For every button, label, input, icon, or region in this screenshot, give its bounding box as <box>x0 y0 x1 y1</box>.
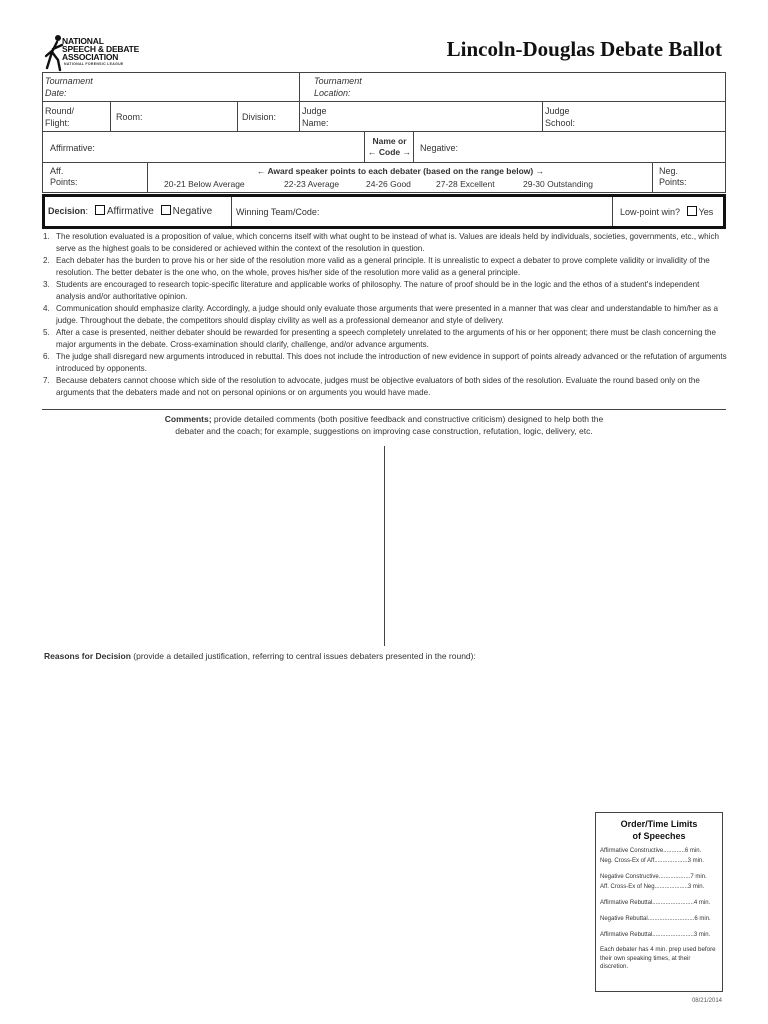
comments-text-2: debater and the coach; for example, suggestions on improving case construction, refutation, logic, delivery, etc. <box>175 426 593 436</box>
range-good: 24-26 Good <box>366 179 411 189</box>
round-flight-field[interactable] <box>43 102 111 131</box>
division-label: Division: <box>242 112 277 122</box>
negative-checkbox[interactable] <box>161 205 171 215</box>
rule-item: 6. The judge shall disregard new arguments introduced in rebuttal. This does not include the introduction of new evidence in support of points already advanced or the refutation of arguments introduced by opponents. <box>43 352 727 373</box>
affirmative-field[interactable] <box>43 132 365 162</box>
negative-option: Negative <box>172 206 213 217</box>
low-point-label: Low-point win? <box>620 207 681 217</box>
speech-time-item: Negative Rebuttal............................6 min. <box>600 916 711 922</box>
code-text: ← Code → <box>368 147 411 157</box>
tournament-location-field[interactable] <box>299 73 725 101</box>
points-range-guide <box>147 163 653 192</box>
negative-field[interactable] <box>413 132 725 162</box>
range-outstanding: 29-30 Outstanding <box>523 179 593 189</box>
prep-time-note: Each debater has 4 min. prep used before their own speaking times, at their discretion. <box>600 946 716 970</box>
section-divider <box>42 409 726 410</box>
round-label: Round/ <box>45 106 75 116</box>
name-or-code-label <box>364 132 414 162</box>
speech-time-item: Affirmative Constructive.............6 min. <box>600 848 702 854</box>
range-average: 22-23 Average <box>284 179 340 189</box>
division-field[interactable] <box>237 102 300 131</box>
rule-item: 1. The resolution evaluated is a proposition of value, which concerns itself with what ought to be instead of what is. Values are ideals held by individuals, societies, governments, etc., which serve as the highest goals to be considered or achieved within the context of the resolution in question. <box>43 232 720 253</box>
negative-label: Negative: <box>420 143 459 153</box>
round-row <box>42 101 726 132</box>
rule-item: 3. Students are encouraged to research topic-specific literature and applicable works of philosophy. The nature of proof should be in the logic and the ethos of a student's independent analysis and/or authoritative opinion. <box>43 280 700 301</box>
decision-field: Decision: Affirmative Negative <box>48 206 213 217</box>
judge-school-label2: School: <box>545 118 576 128</box>
time-limits-title1: Order/Time Limits <box>620 819 698 829</box>
comments-column-divider <box>384 446 385 646</box>
tournament-location-label: Tournament <box>314 76 362 86</box>
judge-school-label1: Judge <box>545 106 570 116</box>
tournament-date-label2: Date: <box>45 88 67 98</box>
range-excellent: 27-28 Excellent <box>436 179 495 189</box>
tournament-date-field[interactable] <box>43 73 300 101</box>
aff-label: Aff. <box>50 166 64 176</box>
rule-item: 7. Because debaters cannot choose which side of the resolution to advocate, judges must be objective evaluators of both sides of the resolution. Evaluate the round based only on the arguments that the debaters made and not on personal opinions or on arguments you would have made. <box>43 376 700 397</box>
comments-label: Comments; <box>164 414 212 424</box>
neg-points-field[interactable] <box>652 163 725 192</box>
range-below-average: 20-21 Below Average <box>164 179 245 189</box>
name-or-text: Name or <box>372 136 407 146</box>
nsda-logo <box>44 34 164 74</box>
low-point-checkbox[interactable] <box>687 206 697 216</box>
affirmative-checkbox[interactable] <box>95 205 105 215</box>
logo-line4: NATIONAL FORENSIC LEAGUE <box>64 62 124 66</box>
speech-time-item: Negative Constructive...................7 min. <box>600 874 707 880</box>
logo-line1: NATIONAL <box>62 36 104 46</box>
aff-points-field[interactable] <box>43 163 148 192</box>
speech-time-list <box>596 842 722 940</box>
room-label: Room: <box>116 112 143 122</box>
room-field[interactable] <box>110 102 238 131</box>
speech-time-item: Aff. Cross-Ex of Neg....................3 min. <box>600 884 705 890</box>
comments-text-1: provide detailed comments (both positive feedback and constructive criticism) designed to help both the <box>211 414 604 424</box>
speech-time-item: Affirmative Rebuttal.........................4 min. <box>600 900 711 906</box>
logo-line3: ASSOCIATION <box>62 52 119 62</box>
tournament-row <box>42 72 726 102</box>
page-title: Lincoln-Douglas Debate Ballot <box>446 37 722 61</box>
time-limits-title2: of Speeches <box>632 831 686 841</box>
tournament-date-label: Tournament <box>45 76 93 86</box>
judge-school-field[interactable] <box>542 102 725 131</box>
award-instructions: ← Award speaker points to each debater (based on the range below) → <box>256 166 545 176</box>
judge-label: Judge <box>302 106 327 116</box>
affirmative-option: Affirmative <box>106 206 154 217</box>
neg-label: Neg. <box>659 166 679 176</box>
affirmative-label: Affirmative: <box>50 143 95 153</box>
judge-name-field[interactable] <box>299 102 543 131</box>
rule-item: 2. Each debater has the burden to prove his or her side of the resolution more valid as a general principle. It is unrealistic to expect a debater to prove complete validity or invalidity of the resolution. The better debater is the one who, on the whole, proves his/her side of the resolution more valid as a general principle. <box>43 256 710 277</box>
logo-line2: SPEECH & DEBATE <box>62 44 140 54</box>
rule-item: 4. Communication should emphasize clarity. Accordingly, a judge should only evaluate those arguments that were presented in a manner that was clear and understandable to him/her as a judge. Throughout the debate, the competitors should display civility as well as a professional demeanor and style of delivery. <box>43 304 718 325</box>
comments-instructions <box>42 413 726 437</box>
points-row <box>42 162 726 193</box>
speech-time-item: Affirmative Rebuttal.........................3 min. <box>600 932 711 938</box>
time-limits-box <box>595 812 723 992</box>
reasons-text: (provide a detailed justification, referring to central issues debaters presented in the round): <box>130 651 476 661</box>
reasons-for-decision <box>44 651 476 661</box>
aff-points-label: Points: <box>50 177 78 187</box>
low-point-field <box>612 197 723 226</box>
rule-item: 5. After a case is presented, neither debater should be rewarded for presenting a speech completely unrelated to the arguments of his or her opponent; there must be clash concerning the major arguments in the debate. Cross-examination should clarify, challenge, and/or advance arguments. <box>43 328 717 349</box>
speech-time-item: Neg. Cross-Ex of Aff....................3 min. <box>600 858 704 864</box>
decision-label: Decision <box>48 206 86 216</box>
revision-date: 08/21/2014 <box>691 998 722 1004</box>
winning-team-label: Winning Team/Code: <box>236 207 320 217</box>
judging-rules <box>43 231 727 399</box>
decision-row <box>42 194 726 229</box>
tournament-location-label2: Location: <box>314 88 351 98</box>
winning-team-field[interactable] <box>231 197 613 226</box>
judge-name-label: Name: <box>302 118 329 128</box>
low-point-yes: Yes <box>698 207 714 217</box>
debaters-row <box>42 131 726 163</box>
flight-label: Flight: <box>45 118 70 128</box>
neg-points-label: Points: <box>659 177 687 187</box>
reasons-label: Reasons for Decision <box>44 651 131 661</box>
